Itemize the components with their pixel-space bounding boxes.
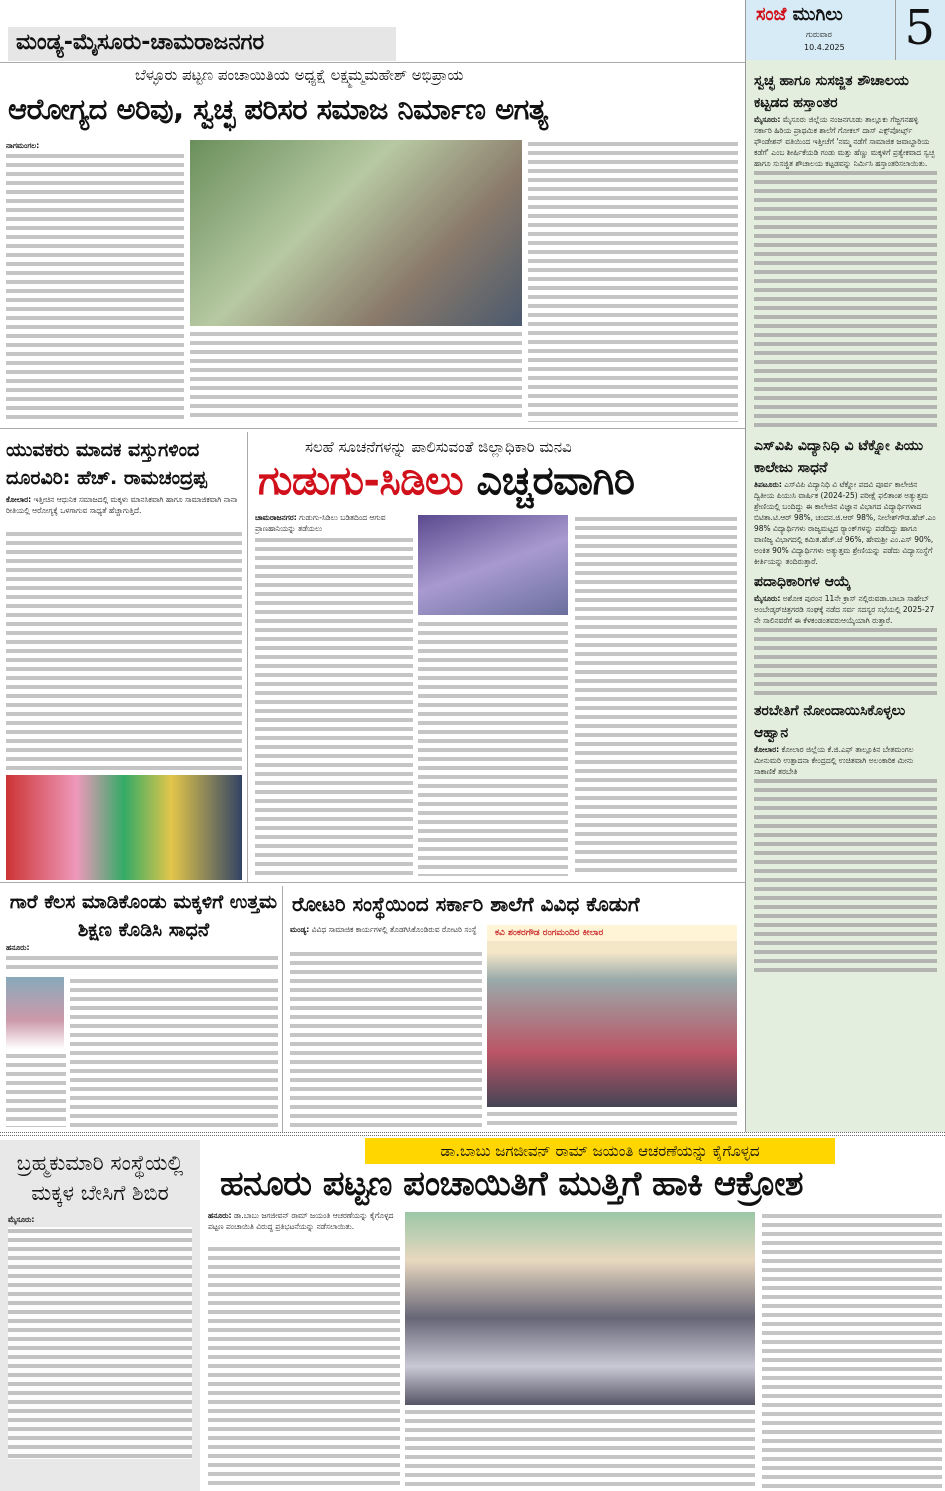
bottom-body <box>762 1212 942 1488</box>
divider <box>0 62 745 63</box>
bottom-left-headline: ಬ್ರಹ್ಮಕುಮಾರಿ ಸಂಸ್ಥೆಯಲ್ಲಿ ಮಕ್ಕಳ ಬೇಸಿಗೆ ಶಿಬಿರ <box>16 1151 184 1205</box>
story3-subhead: ಸಲಹೆ ಸೂಚನೆಗಳನ್ನು ಪಾಲಿಸುವಂತೆ ಜಿಲ್ಲಾಧಿಕಾರಿ ಮನವಿ <box>305 438 572 456</box>
bottom-strap: ಡಾ.ಬಾಬು ಜಗಜೀವನ್ ರಾಮ್ ಜಯಂತಿ ಆಚರಣೆಯನ್ನು ಕೈಗೊಳ್ಳದ <box>365 1138 835 1164</box>
bottom-body <box>405 1408 755 1488</box>
masthead-logo <box>745 0 945 60</box>
divider <box>282 886 283 1132</box>
story1-body <box>528 140 738 422</box>
story2-dateline: ಕೋಲಾರ: <box>6 495 32 504</box>
story3-body <box>418 620 568 876</box>
story3-body <box>575 515 737 876</box>
sidebar-headline: ಎಸ್‌ವಿಪಿ ವಿದ್ಯಾನಿಧಿ ವಿ ಟೆಕ್ನೋ ಪಿಯು ಕಾಲೇಜು ಸಾಧನೆ <box>754 438 924 476</box>
sidebar-lead: ಮೈಸೂರು ಜಿಲ್ಲೆಯ ನಂಜನಗೂಡು ತಾಲ್ಲೂಕು ಗೆಜ್ಜಗನಹಳ್ಳಿ ಸರ್ಕಾರಿ ಹಿರಿಯ ಪ್ರಾಥಮಿಕ ಶಾಲೆಗೆ ಗೋಕಲ್ ದಾಸ್ ಎಕ್ಸ್‌ಪೋರ್ಟ್ಸ್ ಫೌಂಡೇಶನ್ ವತಿಯಿಂದ ಇತ್ತೀಚೆಗೆ 'ನಮ್ಮ ನಡೆಗೆ ಸಾಮಾಜಿಕ ಜವಾಬ್ದಾರಿಯ ಕಡೆಗೆ' ಎಂಬ ಶೀರ್ಷಿಕೆಯಡಿ ಗಂಡು ಮತ್ತು ಹೆಣ್ಣು ಮಕ್ಕಳಿಗೆ ಪ್ರತ್ಯೇಕವಾದ ಸ್ವಚ್ಛ ಹಾಗೂ ಸುಸಜ್ಜಿತ ಶೌಚಾಲಯ ಕಟ್ಟಡವನ್ನು ನಿರ್ಮಿಸಿ ಹಸ್ತಾಂತರಿಸಲಾಯಿತು. <box>754 115 935 168</box>
page-number: 5 <box>895 0 935 60</box>
story3-headline-red: ಗುಡುಗು-ಸಿಡಿಲು <box>258 458 464 504</box>
sidebar-dateline: ತಿಪಟೂರು: <box>754 480 782 489</box>
story1-body <box>190 330 522 422</box>
story3-lead: ಗುಡುಗು-ಸಿಡಿಲು ಬಡಿತದಿಂದ ಆಗುವ ಪ್ರಾಣಹಾನಿಯನ್ನು ತಡೆಯಲು <box>255 513 386 533</box>
logo-part2: ಮುಗಿಲು <box>792 4 843 25</box>
bottom-left-dateline: ಮೈಸೂರು: <box>8 1215 35 1224</box>
story2-headline: ಯುವಕರು ಮಾದಕ ವಸ್ತುಗಳಿಂದ ದೂರವಿರಿ: ಹೆಚ್. ರಾಮಚಂದ್ರಪ್ಪ <box>6 439 207 489</box>
story4-photo <box>6 977 64 1049</box>
bottom-body <box>208 1245 400 1489</box>
story5-lead: ವಿವಿಧ ಸಾಮಾಜಿಕ ಕಾರ್ಯಗಳಲ್ಲಿ ತೊಡಗಿಸಿಕೊಂಡಿರುವ ರೋಟರಿ ಸಂಸ್ಥೆ <box>311 925 477 934</box>
logo-part1: ಸಂಜೆ <box>756 4 787 25</box>
issue-date: 10.4.2025 <box>804 43 845 52</box>
story5-photo <box>487 925 737 1107</box>
sidebar-body <box>754 777 937 977</box>
divider <box>0 1132 945 1136</box>
photo-banner: ಕವಿ ಶಂಕರಗೌಡ ರಂಗಮಂದಿರ ಕೀಲಾರ <box>487 925 737 941</box>
story5-body <box>487 1110 737 1128</box>
story1-body <box>6 152 184 422</box>
bottom-headline: ಹನೂರು ಪಟ್ಟಣ ಪಂಚಾಯಿತಿಗೆ ಮುತ್ತಿಗೆ ಹಾಕಿ ಆಕ್ರೋಶ <box>220 1164 804 1204</box>
story1-headline: ಆರೋಗ್ಯದ ಅರಿವು, ಸ್ವಚ್ಛ ಪರಿಸರ ಸಮಾಜ ನಿರ್ಮಾಣ ಅಗತ್ಯ <box>8 92 548 126</box>
sidebar-lead: ಅಶೋಕ ಪುರಂನ 11ನೇ ಕ್ರಾಸ್ ನಲ್ಲಿರುವಡಾ.ಬಾಬಾ ಸಾಹೇಬ್ ಅಂಬೇಡ್ಕರ್‌ಚಿತ್ರಗರಡಿ ಸಂಘಕ್ಕೆ ನಡೆದ ಸರ್ವ ಸದಸ್ಯರ ಸಭೆಯಲ್ಲಿ 2025-27 ನೇ ಸಾಲಿನವರೆಗೆ ಈ ಕೆಳಕಂಡಂತವರುಆಯ್ಕೆಯಾಗಿ ರುತ್ತಾರೆ. <box>754 594 935 625</box>
divider <box>247 432 248 882</box>
sidebar-dateline: ಕೋಲಾರ: <box>754 745 780 754</box>
story5-dateline: ಮಂಡ್ಯ: <box>290 925 310 934</box>
divider <box>0 882 745 883</box>
story3-dateline: ಚಾಮರಾಜನಗರ: <box>255 513 297 522</box>
story4-dateline: ಹನೂರು: <box>6 943 30 952</box>
story4-body <box>70 977 278 1127</box>
bottom-left-story <box>0 1140 200 1491</box>
story5-body <box>290 950 482 1128</box>
story3-headline-black: ಎಚ್ಚರವಾಗಿರಿ <box>476 458 635 504</box>
story4-body <box>6 954 278 974</box>
section-title: ಮಂಡ್ಯ-ಮೈಸೂರು-ಚಾಮರಾಜನಗರ <box>8 27 396 61</box>
story2-lead: ಇತ್ತೀಚಿನ ಆಧುನಿಕ ಸಮಾಜದಲ್ಲಿ ಮಕ್ಕಳು ಮಾನಸಿಕವಾಗಿ ಹಾಗೂ ಸಾಮಾಜಿಕವಾಗಿ ನಾನಾ ರೀತಿಯಲ್ಲಿ ಆರೋಗ್ಯಕ್ಕೆ ಒಳಗಾಗುವ ಸಾಧ್ಯತೆ ಹೆಚ್ಚಾಗುತ್ತಿದೆ. <box>6 495 238 515</box>
story4-body <box>6 1052 66 1127</box>
issue-day: ಗುರುವಾರ <box>806 30 832 39</box>
story1-photo <box>190 140 522 326</box>
sidebar-headline: ಪದಾಧಿಕಾರಿಗಳ ಆಯ್ಕೆ <box>754 574 851 590</box>
story2-body <box>6 530 242 770</box>
story1-dateline: ನಾಗಮಂಗಲ: <box>6 141 40 150</box>
story2-photo <box>6 775 242 880</box>
sidebar-headline: ಸ್ವಚ್ಛ ಹಾಗೂ ಸುಸಜ್ಜಿತ ಶೌಚಾಲಯ ಕಟ್ಟಡದ ಹಸ್ತಾಂತರ <box>754 73 909 111</box>
story1-subhead: ಬೆಳ್ಳೂರು ಪಟ್ಟಣ ಪಂಚಾಯಿತಿಯ ಅಧ್ಯಕ್ಷೆ ಲಕ್ಷ್ಮಮ್ಮಮಹೇಶ್ ಅಭಿಪ್ರಾಯ <box>135 66 464 84</box>
bottom-photo <box>405 1212 755 1405</box>
sidebar-lead: ಎಸ್‌ವಿಪಿ ವಿದ್ಯಾನಿಧಿ ವಿ ಟೆಕ್ನೋ ಪದವಿ ಪೂರ್ವ ಕಾಲೇಜಿನ ದ್ವಿತೀಯ ಪಿಯುಸಿ ವಾರ್ಷಿಕ (2024-25) ಪರೀಕ್ಷೆ ಫಲಿತಾಂಶ ಅತ್ಯುತ್ತಮ ಶ್ರೇಣಿಯಲ್ಲಿ ಬಂದಿದ್ದು ಈ ಕಾಲೇಜಿನ ವಿಜ್ಞಾನ ವಿಭಾಗದ ವಿದ್ಯಾರ್ಥಿಗಳಾದ ಬಿಟಿತಾ.ಟಿ.ಆರ್ 98%, ಚಂದನ.ಜಿ.ಆರ್ 98%, ನೀಲೇಶ್‌ಗೌಡ.ಹೆಚ್.ಎಂ 98% ವಿದ್ಯಾರ್ಥಿಗಳು ರಾಜ್ಯಮಟ್ಟದ ರ‍್ಯಾಂಕ್‌ಗಳನ್ನು ಪಡೆದಿದ್ದು ಹಾಗೂ ವಾಣಿಜ್ಯ ವಿಭಾಗದಲ್ಲಿ ಕಮಿತ.ಹೆಚ್.ಜೆ 96%, ಹೇಮಶ್ರೀ ಎಂ.ಎಸ್ 90%, ಅಂಕಿತ 90% ವಿದ್ಯಾರ್ಥಿಗಳು ಅತ್ಯುತ್ತಮ ಶ್ರೇಣಿಯನ್ನು ಪಡೆದು ವಿದ್ಯಾಸಂಸ್ಥೆಗೆ ಕೀರ್ತಿಯನ್ನು ತಂದಿರುತ್ತಾರೆ. <box>754 480 936 566</box>
sidebar-body <box>754 626 937 696</box>
bottom-lead: ಡಾ.ಬಾಬು ಜಗಜೀವನ್ ರಾಮ್ ಜಯಂತಿ ಆಚರಣೆಯನ್ನು ಕೈಗೊಳ್ಳದ ಪಟ್ಟಣ ಪಂಚಾಯಿತಿ ವಿರುದ್ಧ ಪ್ರತಿಭಟನೆಯನ್ನು ನಡೆಸಲಾಯಿತು. <box>208 1211 394 1231</box>
bottom-left-body <box>8 1227 192 1459</box>
story4-headline: ಗಾರೆ ಕೆಲಸ ಮಾಡಿಕೊಂಡು ಮಕ್ಕಳಿಗೆ ಉತ್ತಮ ಶಿಕ್ಷಣ ಕೊಡಿಸಿ ಸಾಧನೆ <box>9 891 278 941</box>
sidebar <box>745 60 945 1132</box>
divider <box>0 428 745 429</box>
sidebar-dateline: ಮೈಸೂರು: <box>754 115 781 124</box>
sidebar-dateline: ಮೈಸೂರು: <box>754 594 781 603</box>
sidebar-headline: ತರಬೇತಿಗೆ ನೋಂದಾಯಿಸಿಕೊಳ್ಳಲು ಆಹ್ವಾನ <box>754 703 906 741</box>
sidebar-body <box>754 169 937 431</box>
lightning-photo <box>418 515 568 615</box>
bottom-dateline: ಹನೂರು: <box>208 1211 232 1220</box>
story5-headline: ರೋಟರಿ ಸಂಸ್ಥೆಯಿಂದ ಸರ್ಕಾರಿ ಶಾಲೆಗೆ ವಿವಿಧ ಕೊಡುಗೆ <box>292 892 640 916</box>
story3-body <box>255 536 413 876</box>
sidebar-lead: ಕೋಲಾರ ಜಿಲ್ಲೆಯ ಕೆ.ಜಿ.ಎಫ್ ತಾಲ್ಲೂಕಿನ ಬೇತಮಂಗಲ ಮೀನುಮರಿ ಉತ್ಪಾದನಾ ಕೇಂದ್ರದಲ್ಲಿ ಉಚಿತವಾಗಿ ಅಲಂಕಾರಿಕ ಮೀನು ಸಾಕಾಣಿಕೆ ತರಬೇತಿ <box>754 745 914 776</box>
